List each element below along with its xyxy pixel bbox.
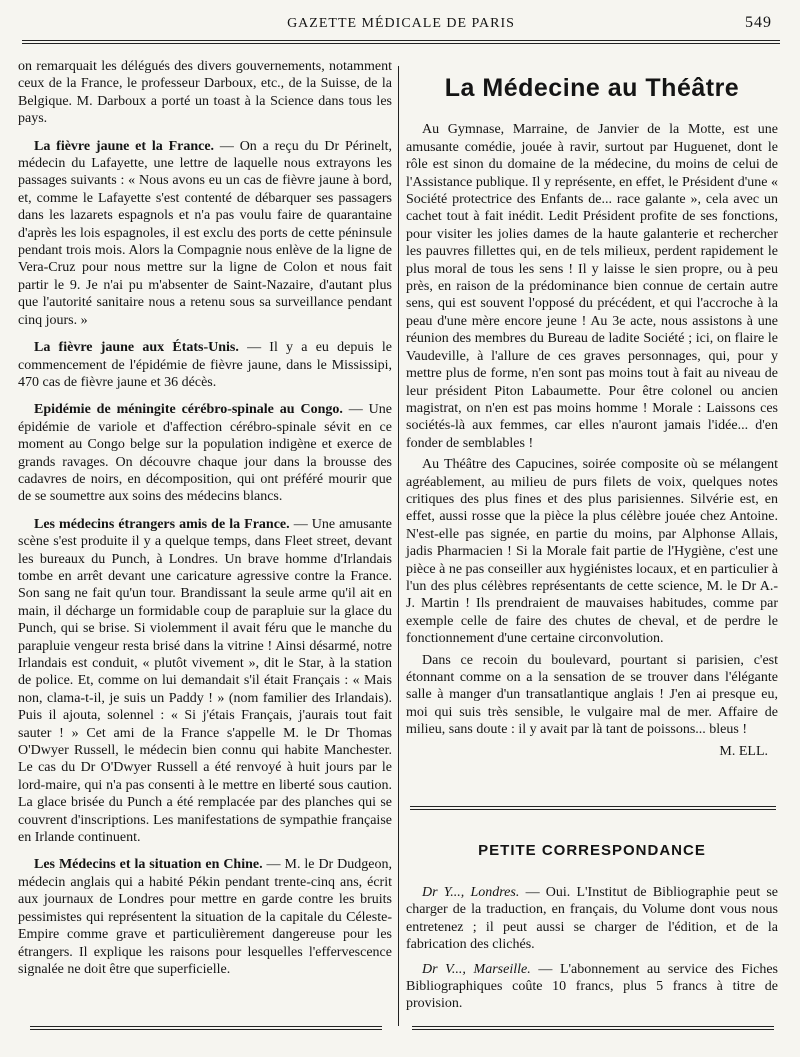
article-paragraph: Au Théâtre des Capucines, soirée composite où se mélangent agréablement, au milieu de purs filets de voix, quelques notes critiques des plus fines et des plus parisiennes. Silvérie est, en effet, aussi rosse que la pièce la plus célèbre jouée chez Antoine. N'est-elle pas signée, en partie du moins, par Alphonse Allais, jadis Pharmacien ! Si la Morale fait partie de l'Hygiène, c'est une pièce à ne pas conseiller aux hygiénistes locaux, et en particulier à l'un des plus célèbres représentants de cette science, M. le Dr A.-J. Martin ! Ils prendraient de mauvaises habitudes, comme par exemple celle de faire des chutes de cheval, et de perdre le fonctionnement d'une certaine circonvolution. [406, 457, 778, 647]
news-text: — Une amusante scène s'est produite il y a quelque temps, dans Fleet street, devant les bureaux du Punch, à Londres. Un brave homme d'Irlandais tombe en arrêt devant une caricature agressive contre la France. Son sang ne fait qu'un tour. Brandissant la seule arme qu'il ait en main, il décharge un formidable coup de parapluie sur la glace du Punch, qui se brise. Si violemment il avait féru que le manche du parapluie vengeur resta brisé dans la vitrine ! Ainsi désarmé, notre Irlandais est conduit, « plutôt vivement », dit le Star, à la station de police. Et, comme on lui demandait s'il était Français : « Mais non, clama-t-il, je suis un Paddy ! » (nom familier des Irlandais). Puis il ajouta, solennel : « Si j'étais Français, j'aurais tout fait sauter ! » Cet ami de la France s'appelle M. le Dr Thomas O'Dwyer Russell, le médecin bien connu qui habite Manchester. Le cas du Dr O'Dwyer Russell a été renvoyé à huit jours par le lord-maire, qui n'a pas consenti à le mettre en liberté sous caution. La glace brisée du Punch a été remplacée par des planches qui se couvrent d'inscriptions. Les manifestations de sympathie française en Irlande continuent. [18, 516, 392, 846]
section-rule [410, 806, 776, 810]
news-heading: Les médecins étrangers amis de la France. [34, 516, 290, 532]
footer-rule-left [30, 1026, 382, 1030]
article-signature: M. ELL. [719, 743, 768, 759]
page-number: 549 [745, 14, 772, 31]
news-heading: La fièvre jaune et la France. [34, 138, 215, 154]
correspondence-text: — L'abonnement au service des Fiches Bibliographiques coûte 10 francs, plus 5 francs à titre de provision. [406, 961, 778, 1012]
correspondence-title: PETITE CORRESPONDANCE [478, 842, 706, 859]
news-text: — Il y a eu depuis le commencement de l'épidémie de fièvre jaune, dans le Mississipi, 470 cas de fièvre jaune et 36 décès. [18, 340, 392, 390]
header-rule [22, 40, 780, 44]
running-header [22, 14, 780, 34]
news-text: — M. le Dr Dudgeon, médecin anglais qui a habité Pékin pendant trente-cinq ans, écrit aux journaux de Londres pour mettre en garde contre les bruits pessimistes qui représentent la situation de la capitale du Céleste-Empire comme grave et particulièrement dangereuse pour les étrangers. Il explique les raisons pour lesquelles l'effervescence signalée ne doit être que superficielle. [18, 857, 392, 977]
article-paragraph: Dans ce recoin du boulevard, pourtant si parisien, c'est étonnant comme on a la sensation de se trouver dans l'élégante salle à manger d'un transatlantique anglais ! J'en ai presque eu, moi qui suis très sensible, le vulgaire mal de mer. Affaire de milieu, sans doute : il y avait par là tant de poissons... bleus ! [406, 652, 778, 738]
news-heading: La fièvre jaune aux États-Unis. [34, 340, 239, 356]
news-text: — On a reçu du Dr Périnelt, médecin du Lafayette, une lettre de laquelle nous extrayons les passages suivants : « Nous avons eu un cas de fièvre jaune à bord, et, comme le Lafayette s'est contenté de débarquer ses passagers dans les lazarets espagnols et n'a pas voulu faire de quarantaine d'après les lois espagnoles, il est exclu des ports de cette péninsule pendant trois mois. Alors la Compagnie nous enlève de la ligne de Vera-Cruz pour nous mettre sur la ligne de Colon et nous fait partir le 9. Je n'ai pu m'absenter de Saint-Nazaire, d'autant plus que l'autorité sanitaire nous a retenu sous sa surveillance pendant cinq jours. » [18, 138, 392, 328]
correspondence-item [406, 961, 778, 1013]
column-divider [398, 66, 399, 1026]
correspondence-section [406, 884, 778, 1013]
article-paragraph: Au Gymnase, Marraine, de Janvier de la Motte, est une amusante comédie, jouée à ravir, surtout par Huguenet, dont le rôle est sinon du domaine de la médecine, du moins de celui de l'Assistance publique. Il y représente, en effet, le Président d'une « Société protectrice des Enfants de... race galante », cela avec un cachet tout à fait inédit. Ledit Président profite de ses fonctions, pour visiter les jolies dames de la haute galanterie et rechercher les pauvres fillettes qui, en de tels milieux, perdent rapidement le plus moral de tous les sens ! Il y laisse le sien propre, ou à peu près, en raison de la prédominance bien connue de certain autre sens, qui est souvent l'opposé du précédent, et qui l'accroche à la peau d'une mère encore jeune ! Au 3e acte, nous assistons à une réunion des membres du Bureau de ladite Société ; ici, on flaire le Vaudeville, à l'allure de ces graves personnages, qui, pour y mettre plus de forme, n'en sont pas moins tout à fait au niveau de leur président Piton Labaumette. Pour être colonel ou ancien magistrat, on n'en est pas moins homme ! Morale : Laissons ces sociétés-là aux femmes, car elles n'auront jamais l'idée... d'en fonder de semblables ! [406, 122, 778, 451]
news-item [18, 856, 392, 978]
news-item [18, 339, 392, 391]
correspondence-addressee: Dr Y..., Londres. [422, 885, 520, 900]
left-column [18, 58, 392, 978]
journal-title: GAZETTE MÉDICALE DE PARIS [287, 16, 515, 31]
news-heading: Les Médecins et la situation en Chine. [34, 857, 263, 873]
news-heading: Epidémie de méningite cérébro-spinale au Congo. [34, 402, 343, 418]
article-title: La Médecine au Théâtre [444, 74, 740, 102]
news-item [18, 401, 392, 505]
footer-rule-right [412, 1026, 774, 1030]
correspondence-addressee: Dr V..., Marseille. [422, 961, 531, 977]
right-column [406, 74, 778, 760]
news-text: — Une épidémie de variole et d'affection cérébro-spinale sévit en ce moment au Congo belge sur la population indigène et exerce de grands ravages. On découvre chaque jour dans la brousse des cadavres de noirs, en décomposition, qui ont préféré mourir que de se soumettre aux soins des médecins blancs. [18, 402, 393, 505]
correspondence-item [406, 884, 778, 954]
intro-paragraph: on remarquait les délégués des divers gouvernements, notamment ceux de la France, le professeur Darboux, etc., de la Suisse, de la Belgique. M. Darboux a porté un toast à la Science dans tous les pays. [18, 59, 392, 127]
news-item [18, 138, 392, 329]
news-item [18, 516, 392, 847]
correspondence-text: — Oui. L'Institut de Bibliographie peut se charger de la traduction, en français, du Volume dont vous nous entretenez ; il peut aussi se charger de l'édition, et de la fabrication des clichés. [406, 885, 779, 953]
